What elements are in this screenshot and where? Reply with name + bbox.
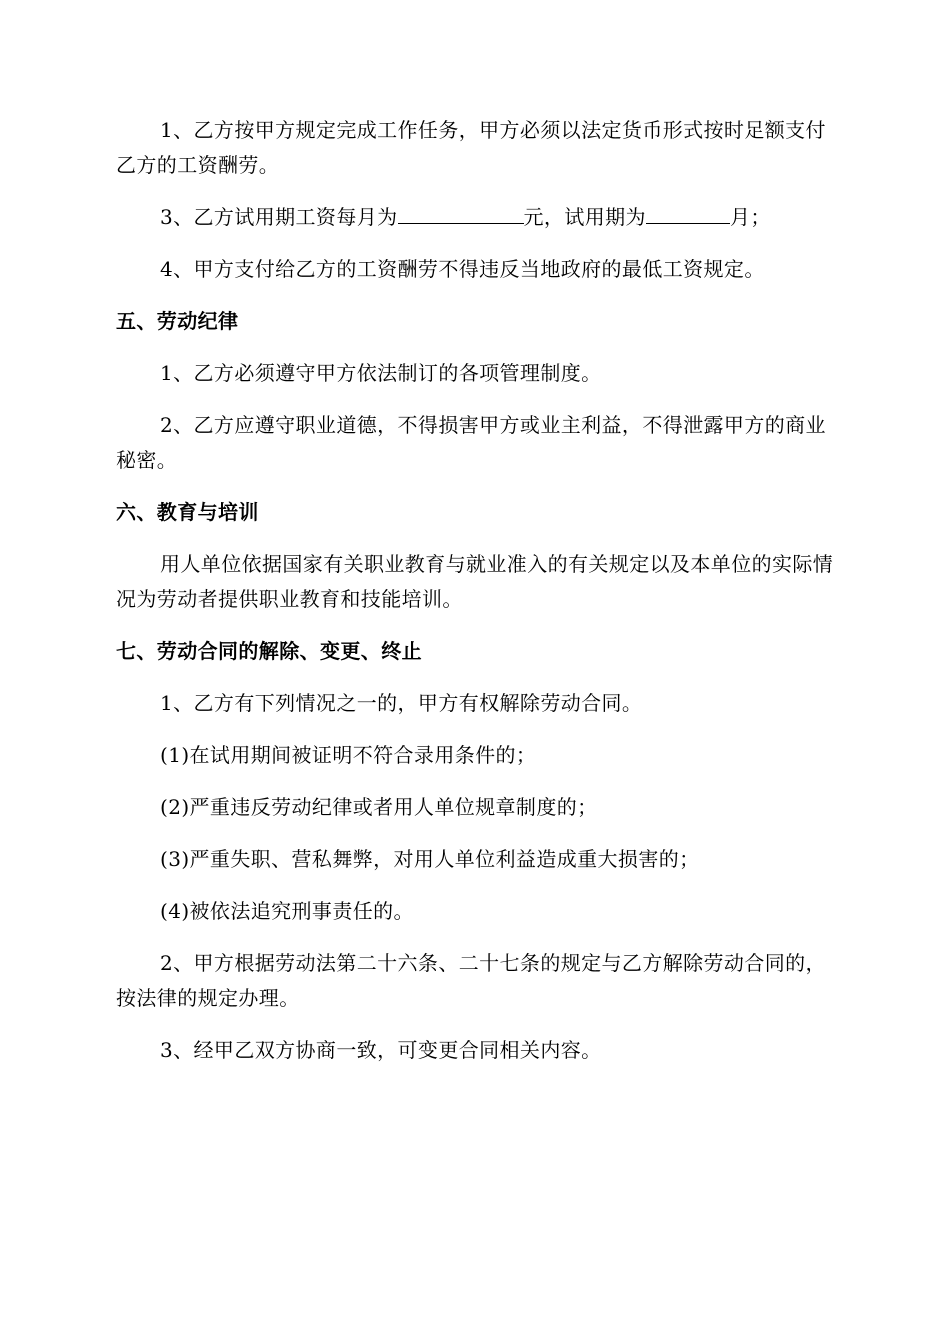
section-5-heading: 五、劳动纪律 — [116, 309, 239, 333]
section-7-heading: 七、劳动合同的解除、变更、终止 — [116, 639, 422, 663]
clause-4-3-probation-wage — [116, 200, 836, 235]
probation-period-blank — [646, 205, 730, 224]
clause-4-4-minimum-wage: 4、甲方支付给乙方的工资酬劳不得违反当地政府的最低工资规定。 — [160, 257, 765, 281]
probation-month-suffix: 月； — [729, 205, 771, 229]
clause-5-2: 2、乙方应遵守职业道德，不得损害甲方或业主利益，不得泄露甲方的商业秘密。 — [116, 413, 826, 472]
clause-7-2: 2、甲方根据劳动法第二十六条、二十七条的规定与乙方解除劳动合同的，按法律的规定办理。 — [116, 951, 826, 1010]
section-6-heading: 六、教育与培训 — [116, 500, 259, 524]
clause-7-1-item-2: (2)严重违反劳动纪律或者用人单位规章制度的； — [160, 795, 598, 819]
probation-wage-blank — [398, 205, 524, 224]
probation-wage-label: 3、乙方试用期工资每月为 — [160, 205, 398, 229]
clause-5-1: 1、乙方必须遵守甲方依法制订的各项管理制度。 — [160, 361, 602, 385]
clause-7-1: 1、乙方有下列情况之一的，甲方有权解除劳动合同。 — [160, 691, 643, 715]
clause-7-1-item-4: (4)被依法追究刑事责任的。 — [160, 899, 414, 923]
document-body — [116, 113, 836, 1085]
clause-6-1: 用人单位依据国家有关职业教育与就业准入的有关规定以及本单位的实际情况为劳动者提供职业教育和技能培训。 — [116, 552, 834, 611]
clause-7-1-item-3: (3)严重失职、营私舞弊，对用人单位利益造成重大损害的； — [160, 847, 700, 871]
clause-4-1-wage-payment: 1、乙方按甲方规定完成工作任务，甲方必须以法定货币形式按时足额支付乙方的工资酬劳。 — [116, 118, 826, 177]
clause-7-1-item-1: (1)在试用期间被证明不符合录用条件的； — [160, 743, 537, 767]
probation-period-label: 元，试用期为 — [523, 205, 646, 229]
clause-7-3: 3、经甲乙双方协商一致，可变更合同相关内容。 — [160, 1038, 602, 1062]
